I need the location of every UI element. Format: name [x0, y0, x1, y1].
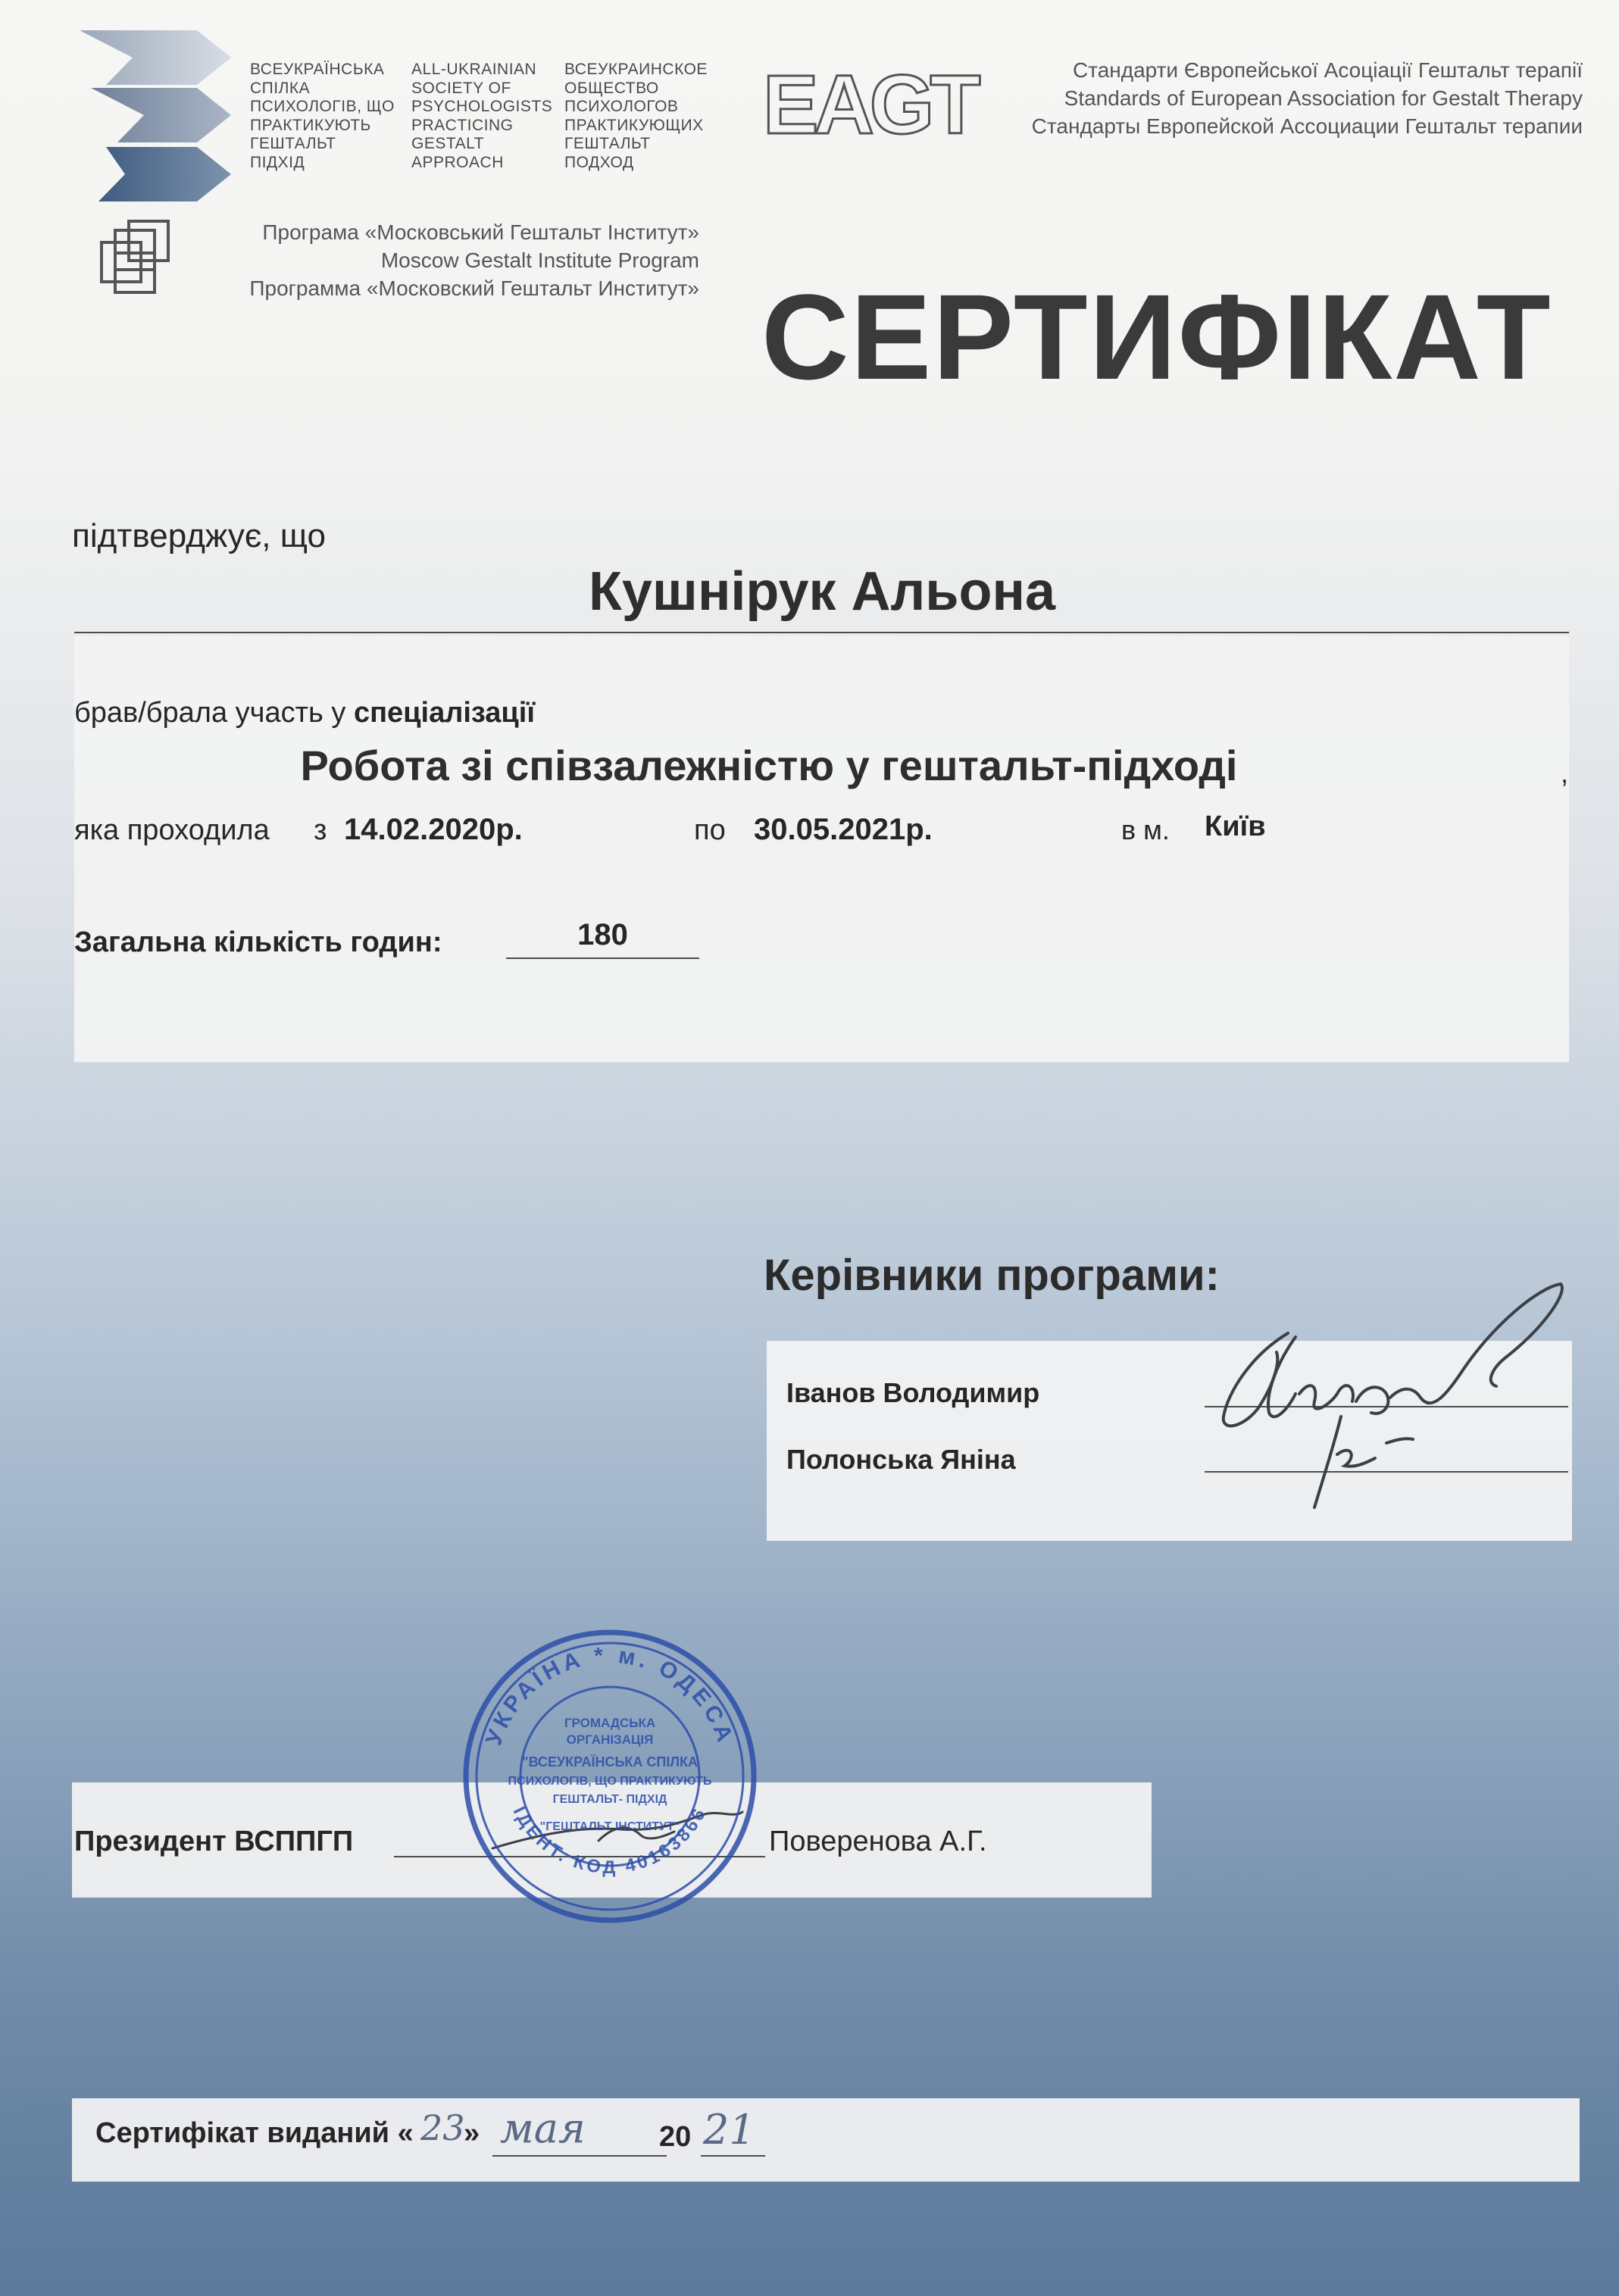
mgi-program-text: Програма «Московський Гештальт Інститут» Moscow Gestalt Institute Program Программа «Московский Гештальт Институт»: [249, 220, 699, 300]
association-name-en: ALL-UKRAINIAN SOCIETY OF PSYCHOLOGISTS PRACTICING GESTALT APPROACH: [411, 61, 553, 171]
svg-text:УКРАЇНА * м. ОДЕСА: УКРАЇНА * м. ОДЕСА: [481, 1642, 739, 1749]
eagt-standards-text: Стандарти Європейської Асоціації Гештальт терапії Standards of European Association for Gestalt Therapy Стандарты Европейской Ассоциации Гештальт терапии: [1031, 58, 1583, 138]
svg-text:ГРОМАДСЬКА: ГРОМАДСЬКА: [564, 1716, 656, 1730]
svg-text:"ВСЕУКРАЇНСЬКА СПІЛКА: "ВСЕУКРАЇНСЬКА СПІЛКА: [522, 1754, 698, 1770]
from-label: з: [314, 814, 327, 846]
official-stamp-icon: [455, 1621, 765, 1932]
leader-name-1: Іванов Володимир: [786, 1377, 1040, 1408]
name-underline: [74, 632, 1569, 633]
eagt-logo-icon: [761, 58, 977, 152]
to-label: по: [694, 814, 726, 846]
svg-text:ПСИХОЛОГІВ, ЩО ПРАКТИКУЮТЬ: ПСИХОЛОГІВ, ЩО ПРАКТИКУЮТЬ: [508, 1775, 712, 1788]
leader-name-2: Полонська Яніна: [786, 1444, 1016, 1475]
issued-year-underline: [701, 2155, 765, 2157]
hours-value: 180: [577, 918, 628, 951]
issued-close-quote: »: [464, 2117, 480, 2149]
ukrainian-society-logo-icon: [76, 29, 235, 203]
date-from: 14.02.2020р.: [344, 813, 523, 846]
leaders-title: Керівники програми:: [764, 1251, 1220, 1300]
certificate-title: СЕРТИФІКАТ: [761, 269, 1552, 405]
association-name-ua: ВСЕУКРАЇНСЬКА СПІЛКА ПСИХОЛОГІВ, ЩО ПРАКТИКУЮТЬ ГЕШТАЛЬТ ПІДХІД: [250, 61, 395, 171]
president-label: Президент ВСППГП: [74, 1826, 354, 1857]
issued-month: мая: [500, 2104, 586, 2152]
issued-month-underline: [492, 2155, 667, 2157]
specialization-title: Робота зі співзалежністю у гештальт-підході: [300, 742, 1238, 789]
svg-text:ГЕШТАЛЬТ- ПІДХІД: ГЕШТАЛЬТ- ПІДХІД: [552, 1793, 667, 1806]
issued-label: Сертифікат виданий «: [95, 2117, 414, 2149]
confirms-text: підтверджує, що: [72, 517, 326, 554]
date-to: 30.05.2021р.: [754, 813, 933, 846]
city-label: в м.: [1121, 814, 1170, 845]
president-name: Поверенова А.Г.: [769, 1826, 987, 1857]
svg-text:ІДЕНТ. КОД 40163866: ІДЕНТ. КОД 40163866: [508, 1803, 711, 1878]
recipient-name: Кушнірук Альона: [588, 561, 1056, 622]
issued-year-prefix: 20: [659, 2121, 692, 2153]
svg-text:"ГЕШТАЛЬТ ІНСТИТУТ": "ГЕШТАЛЬТ ІНСТИТУТ": [539, 1820, 680, 1833]
participation-text: брав/брала участь у спеціалізації: [74, 697, 536, 729]
issued-year-suffix: 21: [703, 2106, 755, 2154]
trailing-comma: ,: [1561, 758, 1569, 789]
held-label: яка проходила: [74, 814, 270, 846]
hours-underline: [506, 957, 699, 959]
svg-text:ОРГАНІЗАЦІЯ: ОРГАНІЗАЦІЯ: [566, 1732, 654, 1747]
association-name-ru: ВСЕУКРАИНСКОЕ ОБЩЕСТВО ПСИХОЛОГОВ ПРАКТИКУЮЩИХ ГЕШТАЛЬТ ПОДХОД: [564, 61, 708, 171]
svg-text:EAGT: EAGT: [763, 58, 977, 152]
hours-label: Загальна кількість годин:: [74, 926, 442, 958]
leaders-signature-icon: [1205, 1273, 1568, 1530]
issued-day: 23: [420, 2107, 465, 2148]
city: Київ: [1205, 811, 1266, 842]
